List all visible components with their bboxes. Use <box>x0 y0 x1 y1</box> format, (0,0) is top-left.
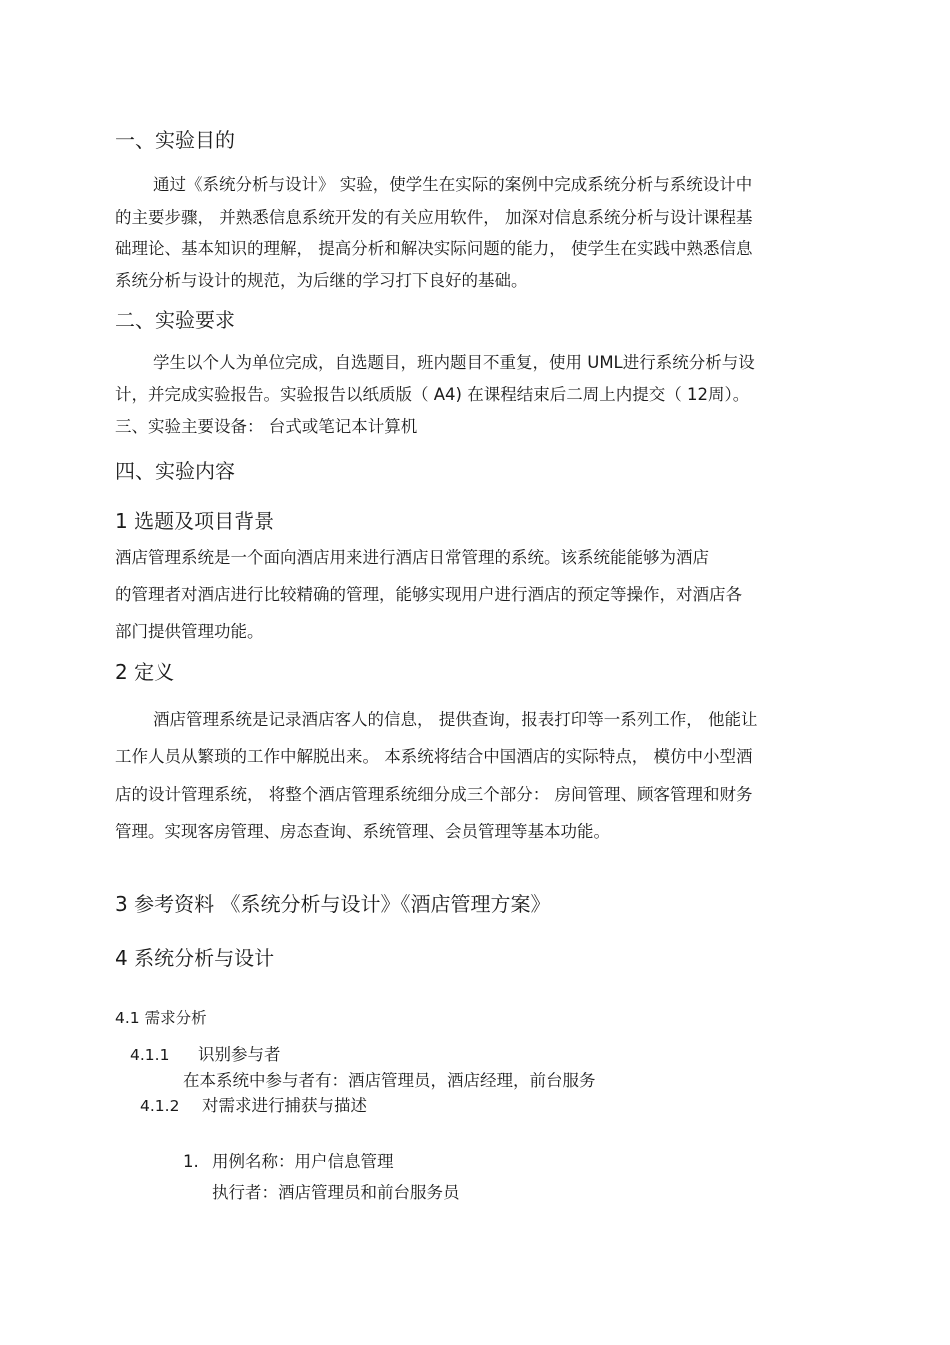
use-case-name: 用例名称：用户信息管理 <box>212 1152 394 1171</box>
paragraph-line: 酒店管理系统是一个面向酒店用来进行酒店日常管理的系统。该系统能能够为酒店 <box>115 548 709 567</box>
subsection-title-capture: 对需求进行捕获与描述 <box>202 1096 367 1115</box>
use-case-number: 1. <box>183 1152 199 1171</box>
subheading-definition: 2 定义 <box>115 660 175 684</box>
subsection-number: 4.1.1 <box>130 1046 170 1064</box>
paragraph-line: 计，并完成实验报告。实验报告以纸质版（ A4) 在课程结束后二周上内提交（ 12周）。 <box>115 385 750 404</box>
section-heading-content: 四、实验内容 <box>115 459 235 483</box>
subsection-requirements-analysis: 4.1 需求分析 <box>115 1009 207 1027</box>
subsection-number: 4.1.2 <box>140 1097 180 1115</box>
actors-description: 在本系统中参与者有：酒店管理员，酒店经理，前台服务 <box>183 1071 596 1090</box>
use-case-actor: 执行者：酒店管理员和前台服务员 <box>212 1183 460 1202</box>
paragraph-line: 的管理者对酒店进行比较精确的管理，能够实现用户进行酒店的预定等操作，对酒店各 <box>115 585 742 604</box>
section-heading-purpose: 一、实验目的 <box>115 128 235 152</box>
paragraph-line: 学生以个人为单位完成，自选题目，班内题目不重复，使用 UML进行系统分析与设 <box>153 353 755 372</box>
paragraph-line: 酒店管理系统是记录酒店客人的信息， 提供查询，报表打印等一系列工作， 他能让 <box>153 710 758 729</box>
paragraph-line: 管理。实现客房管理、房态查询、系统管理、会员管理等基本功能。 <box>115 822 610 841</box>
paragraph-line: 的主要步骤， 并熟悉信息系统开发的有关应用软件， 加深对信息系统分析与设计课程基 <box>115 208 753 227</box>
subheading-topic: 1 选题及项目背景 <box>115 509 275 533</box>
subheading-references: 3 参考资料 《系统分析与设计》《酒店管理方案》 <box>115 892 551 916</box>
paragraph-line: 工作人员从繁琐的工作中解脱出来。 本系统将结合中国酒店的实际特点， 模仿中小型酒 <box>115 747 753 766</box>
paragraph-line: 系统分析与设计的规范，为后继的学习打下良好的基础。 <box>115 271 528 290</box>
paragraph-line: 础理论、基本知识的理解， 提高分析和解决实际问题的能力， 使学生在实践中熟悉信息 <box>115 239 753 258</box>
paragraph-line: 店的设计管理系统， 将整个酒店管理系统细分成三个部分： 房间管理、顾客管理和财务 <box>115 785 753 804</box>
section-heading-equipment: 三、实验主要设备： 台式或笔记本计算机 <box>115 417 418 436</box>
paragraph-line: 通过《系统分析与设计》 实验，使学生在实际的案例中完成系统分析与系统设计中 <box>153 175 753 194</box>
subsection-title-actors: 识别参与者 <box>198 1045 281 1064</box>
subheading-analysis: 4 系统分析与设计 <box>115 946 275 970</box>
section-heading-requirements: 二、实验要求 <box>115 308 235 332</box>
paragraph-line: 部门提供管理功能。 <box>115 622 264 641</box>
